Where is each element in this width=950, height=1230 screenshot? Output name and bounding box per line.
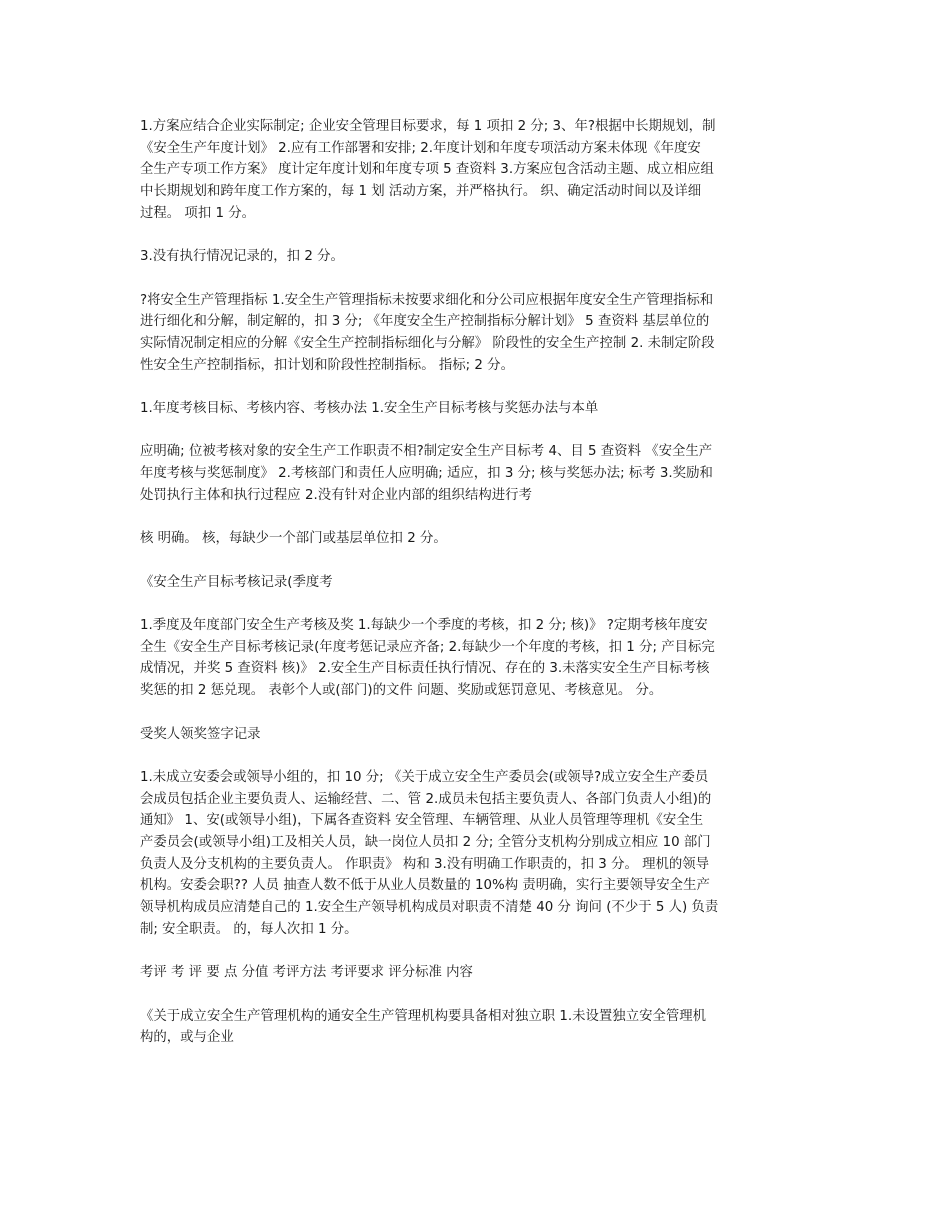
text-line: 负责人及分支机构的主要负责人。 作职责》 构和 3.没有明确工作职责的，扣 3 分。 理机的领导: [140, 856, 710, 872]
paragraph: [140, 724, 814, 746]
text-line: 奖惩的扣 2 惩兑现。 表彰个人或(部门)的文件 问题、奖励或惩罚意见、考核意见。 分。: [140, 683, 663, 699]
paragraph: [140, 767, 814, 941]
paragraph: [140, 441, 814, 506]
text-line: 《安全生产目标考核记录(季度考: [140, 574, 333, 590]
paragraph: [140, 615, 814, 702]
text-line: 1.年度考核目标、考核内容、考核办法 1.安全生产目标考核与奖惩办法与本单: [140, 401, 599, 417]
paragraph: [140, 962, 814, 984]
text-line: 1.方案应结合企业实际制定; 企业安全管理目标要求，每 1 项扣 2 分; 3、年?根据中长期规划，制: [140, 119, 716, 134]
text-line: 过程。 项扣 1 分。: [140, 205, 256, 221]
text-line: 应明确; 位被考核对象的安全生产工作职责不相?制定安全生产目标考 4、目 5 查资料 《安全生产: [140, 444, 713, 460]
text-line: 《安全生产年度计划》 2.应有工作部署和安排; 2.年度计划和年度专项活动方案未体现《年度安: [140, 140, 701, 156]
text-line: 全生《安全生产目标考核记录(年度考惩记录应齐备; 2.每缺少一个年度的考核，扣 1 分; 产目标完: [140, 639, 715, 655]
text-line: 中长期规划和跨年度工作方案的，每 1 划 活动方案，并严格执行。 织、确定活动时间以及详细: [140, 184, 702, 200]
text-line: ?将安全生产管理指标 1.安全生产管理指标未按要求细化和分公司应根据年度安全生产管理指标和: [140, 292, 714, 308]
text-line: 处罚执行主体和执行过程应 2.没有针对企业内部的组织结构进行考: [140, 487, 532, 503]
text-line: 进行细化和分解，制定解的，扣 3 分; 《年度安全生产控制指标分解计划》 5 查资料 基层单位的: [140, 314, 710, 330]
paragraph: [140, 116, 814, 225]
text-line: 领导机构成员应清楚自己的 1.安全生产领导机构成员对职责不清楚 40 分 询问 (不少于 5 人) 负责: [140, 900, 719, 916]
text-line: 性安全生产控制指标，扣计划和阶段性控制指标。 指标; 2 分。: [140, 357, 514, 373]
text-line: 会成员包括企业主要负责人、运输经营、二、管 2.成员未包括主要负责人、各部门负责人小组)的: [140, 791, 712, 807]
text-line: 制; 安全职责。 的，每人次扣 1 分。: [140, 921, 358, 937]
paragraph: [140, 528, 814, 550]
text-line: 1.未成立安委会或领导小组的，扣 10 分; 《关于成立安全生产委员会(或领导?成立安全生产委员: [140, 769, 709, 785]
text-line: 产委员会(或领导小组)工及相关人员，缺一岗位人员扣 2 分; 全管分支机构分别成立相应 10 部门: [140, 835, 711, 851]
text-line: 受奖人领奖签字记录: [140, 726, 261, 742]
text-line: 机构。安委会职?? 人员 抽查人数不低于从业人员数量的 10%构 责明确，实行主要领导安全生产: [140, 878, 710, 894]
text-line: 通知》 1、安(或领导小组)，下属各查资料 安全管理、车辆管理、从业人员管理等理机《安全生: [140, 813, 704, 829]
paragraph: [140, 290, 814, 377]
text-line: 年度考核与奖惩制度》 2.考核部门和责任人应明确; 适应，扣 3 分; 核与奖惩办法; 标考 3.奖励和: [140, 466, 713, 482]
paragraph: [140, 572, 814, 594]
paragraph: [140, 1006, 814, 1049]
text-line: 构的，或与企业: [140, 1030, 234, 1046]
document-body: [140, 116, 814, 1071]
text-line: 考评 考 评 要 点 分值 考评方法 考评要求 评分标准 内容: [140, 965, 473, 981]
text-line: 成情况，并奖 5 查资料 核)》 2.安全生产目标责任执行情况、存在的 3.未落实安全生产目标考核: [140, 661, 710, 677]
text-line: 全生产专项工作方案》 度计定年度计划和年度专项 5 查资料 3.方案应包含活动主题、成立相应组: [140, 162, 714, 178]
text-line: 实际情况制定相应的分解《安全生产控制指标细化与分解》 阶段性的安全生产控制 2. 未制定阶段: [140, 336, 715, 351]
paragraph: [140, 246, 814, 268]
paragraph: [140, 398, 814, 420]
text-line: 3.没有执行情况记录的，扣 2 分。: [140, 249, 344, 265]
text-line: 《关于成立安全生产管理机构的通安全生产管理机构要具备相对独立职 1.未设置独立安全管理机: [140, 1008, 707, 1024]
text-line: 1.季度及年度部门安全生产考核及奖 1.每缺少一个季度的考核，扣 2 分; 核)》 ?定期考核年度安: [140, 618, 708, 634]
text-line: 核 明确。 核，每缺少一个部门或基层单位扣 2 分。: [140, 531, 447, 547]
